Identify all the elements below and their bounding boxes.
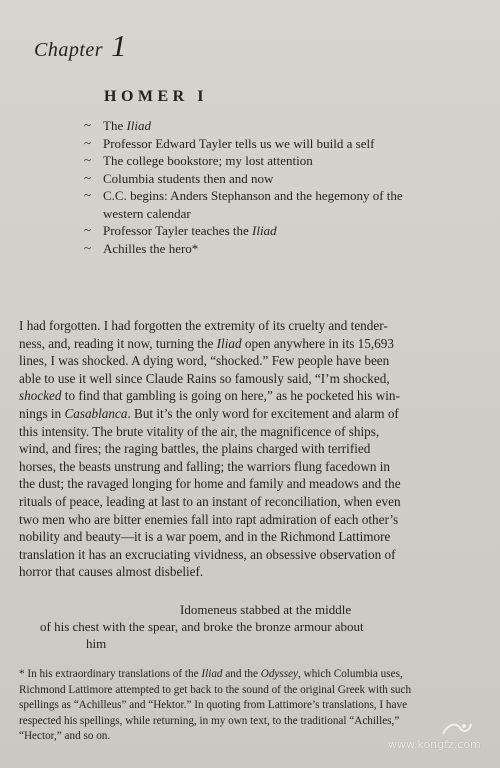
contents-item xyxy=(84,170,474,188)
chapter-heading xyxy=(34,28,127,64)
contents-item-text: Professor Edward Tayler tells us we will build a self xyxy=(103,135,375,151)
footnote-line: Richmond Lattimore attempted to get back to the sound of the original Greek with such xyxy=(19,683,412,696)
contents-item-text: The college bookstore; my lost attention xyxy=(103,153,313,168)
tilde-bullet-icon: ~ xyxy=(84,134,92,150)
watermark-text: www.kongfz.com xyxy=(388,738,481,751)
body-line: able to use it well since Claude Rains so famously said, “I’m shocked, xyxy=(19,370,390,386)
body-line: wind, and fires; the raging battles, the plains charged with terrified xyxy=(19,441,371,457)
body-line: horses, the beasts unstrung and falling; the warriors flung facedown in xyxy=(19,458,390,474)
body-line: horror that causes almost disbelief. xyxy=(19,564,204,580)
contents-item-text: Achilles the hero* xyxy=(103,240,199,256)
contents-item-text: The Iliad xyxy=(103,118,152,133)
body-paragraph xyxy=(19,317,476,581)
block-quote xyxy=(40,601,460,652)
footnote xyxy=(19,667,479,745)
tilde-bullet-icon: ~ xyxy=(84,117,92,132)
body-line: the dust; the ravaged longing for home and family and meadows and the xyxy=(19,476,401,492)
body-line: rituals of peace, leading at last to an instant of reconciliation, when even xyxy=(19,493,401,509)
tilde-bullet-icon: ~ xyxy=(84,169,92,185)
contents-item-text: Columbia students then and now xyxy=(103,170,274,186)
chapter-number: 1 xyxy=(111,28,127,63)
body-line: lines, I was shocked. A dying word, “shocked.” Few people have been xyxy=(19,353,390,369)
body-line: nobility and beauty—it is a war poem, and in the Richmond Lattimore xyxy=(19,529,391,545)
contents-item xyxy=(84,222,474,240)
tilde-bullet-icon: ~ xyxy=(84,152,92,167)
body-line: shocked to find that gambling is going on here,” as he pocketed his win- xyxy=(19,388,400,404)
body-line: ness, and, reading it now, turning the Iliad open anywhere in its 15,693 xyxy=(19,335,394,351)
tilde-bullet-icon: ~ xyxy=(84,239,92,255)
contents-item-text: C.C. begins: Anders Stephanson and the hegemony of the western calendar xyxy=(103,188,403,221)
contents-item xyxy=(84,117,474,135)
footnote-line: respected his spellings, while returning, in my own text, to the traditional “Achilles,” xyxy=(19,714,400,727)
chapter-contents-list xyxy=(84,117,474,257)
quote-line: of his chest with the spear, and broke the bronze armour about xyxy=(40,619,364,634)
chapter-label: Chapter xyxy=(34,39,104,61)
body-line: two men who are bitter enemies fall into rapt admiration of each other’s xyxy=(19,511,399,527)
body-line: this intensity. The brute vitality of the air, the magnificence of ships, xyxy=(19,423,380,439)
contents-item xyxy=(84,152,474,170)
contents-item xyxy=(84,135,474,153)
footnote-line: * In his extraordinary translations of the Iliad and the Odyssey, which Columbia uses, xyxy=(19,668,403,680)
contents-item xyxy=(84,240,474,258)
contents-item-text: Professor Tayler teaches the Iliad xyxy=(103,223,277,238)
body-line: I had forgotten. I had forgotten the extremity of its cruelty and tender- xyxy=(19,318,388,333)
tilde-bullet-icon: ~ xyxy=(84,222,92,237)
footnote-line: spellings as “Achilleus” and “Hektor.” In quoting from Lattimore’s translations, I have xyxy=(19,699,408,712)
section-title: HOMER I xyxy=(104,88,208,105)
tilde-bullet-icon: ~ xyxy=(84,187,92,202)
quote-line: him xyxy=(86,636,107,651)
body-line: nings in Casablanca. But it’s the only word for excitement and alarm of xyxy=(19,405,399,421)
body-line: translation it has an excruciating vividness, an obsessive observation of xyxy=(19,546,396,562)
quote-line: Idomeneus stabbed at the middle xyxy=(180,602,352,617)
watermark-logo-icon xyxy=(440,720,474,738)
footnote-line: “Hector,” and so on. xyxy=(19,730,111,743)
contents-item xyxy=(84,187,474,222)
